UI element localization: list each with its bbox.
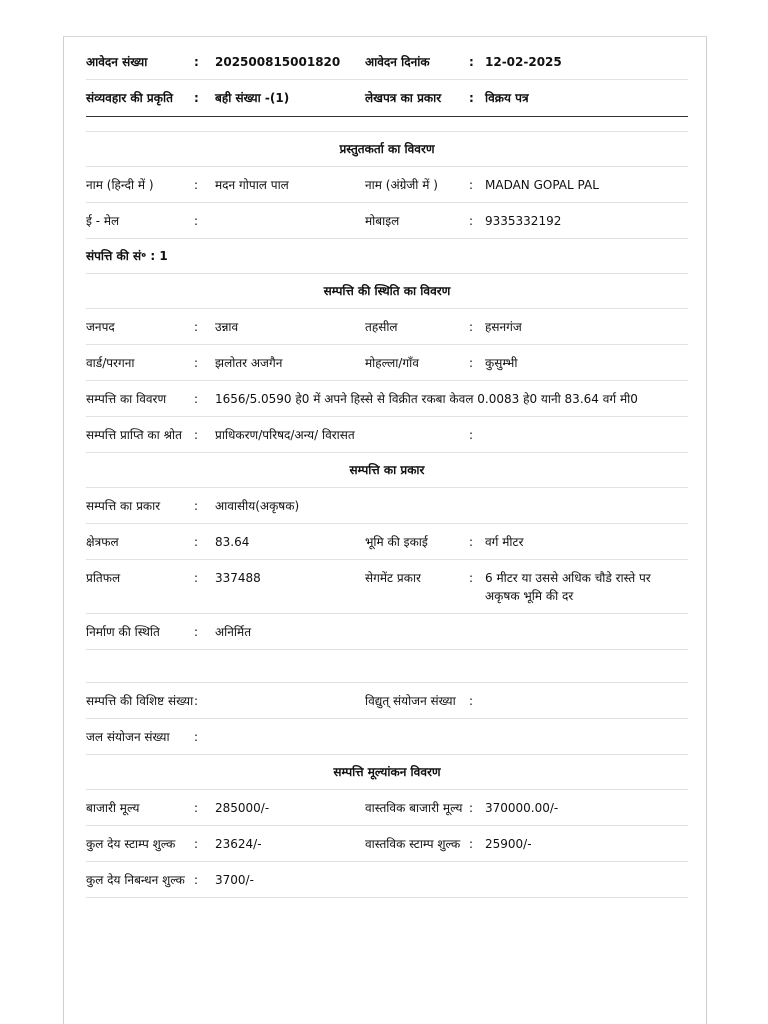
actual-market-value: 370000.00/- xyxy=(485,801,559,815)
transaction-nature: बही संख्या -(1) xyxy=(215,91,290,105)
mohalla-label: मोहल्ला/गाँव xyxy=(365,356,419,370)
colon: : xyxy=(469,320,474,334)
area-label: क्षेत्रफल xyxy=(86,535,119,549)
electric-connection xyxy=(485,692,615,710)
application-number: 202500815001820 xyxy=(215,55,341,69)
consideration-label: प्रतिफल xyxy=(86,571,121,585)
district-value: उन्नाव xyxy=(215,320,239,334)
segment-type-label: सेगमेंट प्रकार xyxy=(365,571,421,585)
page-border-right xyxy=(706,36,707,1024)
property-type-label: सम्पत्ति का प्रकार xyxy=(86,499,161,513)
consideration-value: 337488 xyxy=(215,571,261,585)
construction-status: अनिर्मित xyxy=(215,625,252,639)
email-label: ई - मेल xyxy=(86,214,120,228)
colon: : xyxy=(469,91,474,105)
registration-fee-row xyxy=(86,862,688,898)
property-type-row xyxy=(86,488,688,524)
colon: : xyxy=(469,55,474,69)
mobile-value: 9335332192 xyxy=(485,214,562,228)
mobile-label: मोबाइल xyxy=(365,214,400,228)
colon: : xyxy=(469,178,474,192)
transaction-row xyxy=(86,80,688,117)
stamp-duty-row xyxy=(86,826,688,862)
page-border-top xyxy=(63,36,707,37)
name-hindi: मदन गोपाल पाल xyxy=(215,178,289,192)
colon: : xyxy=(469,801,474,815)
property-description-label: सम्पत्ति का विवरण xyxy=(86,392,167,406)
ward-label: वार्ड/परगना xyxy=(86,356,135,370)
transaction-nature-label: संव्यवहार की प्रकृति xyxy=(86,91,173,105)
colon: : xyxy=(194,873,199,887)
segment-type: 6 मीटर या उससे अधिक चौडे रास्ते पर अकृषक भूमि की दर xyxy=(485,571,651,603)
construction-row xyxy=(86,614,688,650)
application-row xyxy=(86,44,688,80)
valuation-heading: सम्पत्ति मूल्यांकन विवरण xyxy=(86,755,688,790)
email-value xyxy=(215,212,365,230)
property-source-extra xyxy=(485,426,615,444)
unique-number-label: सम्पत्ति की विशिष्ट संख्या xyxy=(86,694,194,708)
consideration-row xyxy=(86,560,688,614)
name-english-label: नाम (अंग्रेजी में ) xyxy=(365,178,438,192)
empty-label xyxy=(365,426,469,444)
colon: : xyxy=(194,320,199,334)
colon: : xyxy=(194,730,199,744)
electric-connection-label: विद्युत् संयोजन संख्या xyxy=(365,694,456,708)
application-number-label: आवेदन संख्या xyxy=(86,55,148,69)
presenter-name-row xyxy=(86,167,688,203)
property-description: 1656/5.0590 हे0 में अपने हिस्से से विक्रीत रकबा केवल 0.0083 हे0 यानी 83.64 वर्ग मी0 xyxy=(215,392,638,406)
colon: : xyxy=(194,571,199,585)
location-heading: सम्पत्ति की स्थिति का विवरण xyxy=(86,274,688,309)
page-border-left xyxy=(63,36,64,1024)
colon: : xyxy=(194,428,199,442)
colon: : xyxy=(469,428,474,442)
colon: : xyxy=(469,356,474,370)
colon: : xyxy=(194,801,199,815)
property-source-label: सम्पत्ति प्राप्ति का श्रोत xyxy=(86,428,182,442)
stamp-duty: 23624/- xyxy=(215,837,262,851)
registration-fee-label: कुल देय निबन्धन शुल्क xyxy=(86,873,185,887)
actual-stamp-duty-label: वास्तविक स्टाम्प शुल्क xyxy=(365,837,461,851)
colon: : xyxy=(194,625,199,639)
document-type: विक्रय पत्र xyxy=(485,91,529,105)
application-date: 12-02-2025 xyxy=(485,55,562,69)
unique-number xyxy=(215,692,365,710)
mohalla-value: कुसुम्भी xyxy=(485,356,518,370)
unique-number-row xyxy=(86,683,688,719)
district-label: जनपद xyxy=(86,320,115,334)
market-value-row xyxy=(86,790,688,826)
ward-row xyxy=(86,345,688,381)
tehsil-label: तहसील xyxy=(365,320,398,334)
colon: : xyxy=(194,55,199,69)
colon: : xyxy=(194,214,199,228)
actual-market-value-label: वास्तविक बाजारी मूल्य xyxy=(365,801,463,815)
property-source: प्राधिकरण/परिषद/अन्य/ विरासत xyxy=(215,428,355,442)
presenter-contact-row xyxy=(86,203,688,239)
water-connection-row xyxy=(86,719,688,755)
presenter-heading: प्रस्तुतकर्ता का विवरण xyxy=(86,132,688,167)
market-value: 285000/- xyxy=(215,801,270,815)
tehsil-value: हसनगंज xyxy=(485,320,522,334)
property-type: आवासीय(अकृषक) xyxy=(215,499,300,513)
registration-fee: 3700/- xyxy=(215,873,254,887)
land-unit-label: भूमि की इकाई xyxy=(365,535,428,549)
property-number: संपत्ति की सं॰ : 1 xyxy=(86,239,688,274)
water-connection-label: जल संयोजन संख्या xyxy=(86,730,170,744)
document-type-label: लेखपत्र का प्रकार xyxy=(365,91,442,105)
name-english: MADAN GOPAL PAL xyxy=(485,178,599,192)
area-row xyxy=(86,524,688,560)
name-hindi-label: नाम (हिन्दी में ) xyxy=(86,178,154,192)
colon: : xyxy=(469,571,474,585)
stamp-duty-label: कुल देय स्टाम्प शुल्क xyxy=(86,837,176,851)
application-date-label: आवेदन दिनांक xyxy=(365,55,430,69)
colon: : xyxy=(194,91,199,105)
spacer xyxy=(86,650,688,683)
colon: : xyxy=(194,535,199,549)
water-connection xyxy=(215,728,688,746)
colon: : xyxy=(469,535,474,549)
property-source-row xyxy=(86,417,688,453)
property-type-heading: सम्पत्ति का प्रकार xyxy=(86,453,688,488)
colon: : xyxy=(469,694,474,708)
colon: : xyxy=(194,499,199,513)
property-description-row xyxy=(86,381,688,417)
colon: : xyxy=(469,837,474,851)
area-value: 83.64 xyxy=(215,535,250,549)
actual-stamp-duty: 25900/- xyxy=(485,837,532,851)
colon: : xyxy=(194,356,199,370)
colon: : xyxy=(194,178,199,192)
district-row xyxy=(86,309,688,345)
colon: : xyxy=(194,694,199,708)
construction-status-label: निर्माण की स्थिति xyxy=(86,625,160,639)
document-body xyxy=(86,44,688,898)
colon: : xyxy=(469,214,474,228)
market-value-label: बाजारी मूल्य xyxy=(86,801,140,815)
spacer xyxy=(86,117,688,132)
colon: : xyxy=(194,392,199,406)
land-unit: वर्ग मीटर xyxy=(485,535,524,549)
colon: : xyxy=(194,837,199,851)
ward-value: झलोतर अजगैन xyxy=(215,356,283,370)
